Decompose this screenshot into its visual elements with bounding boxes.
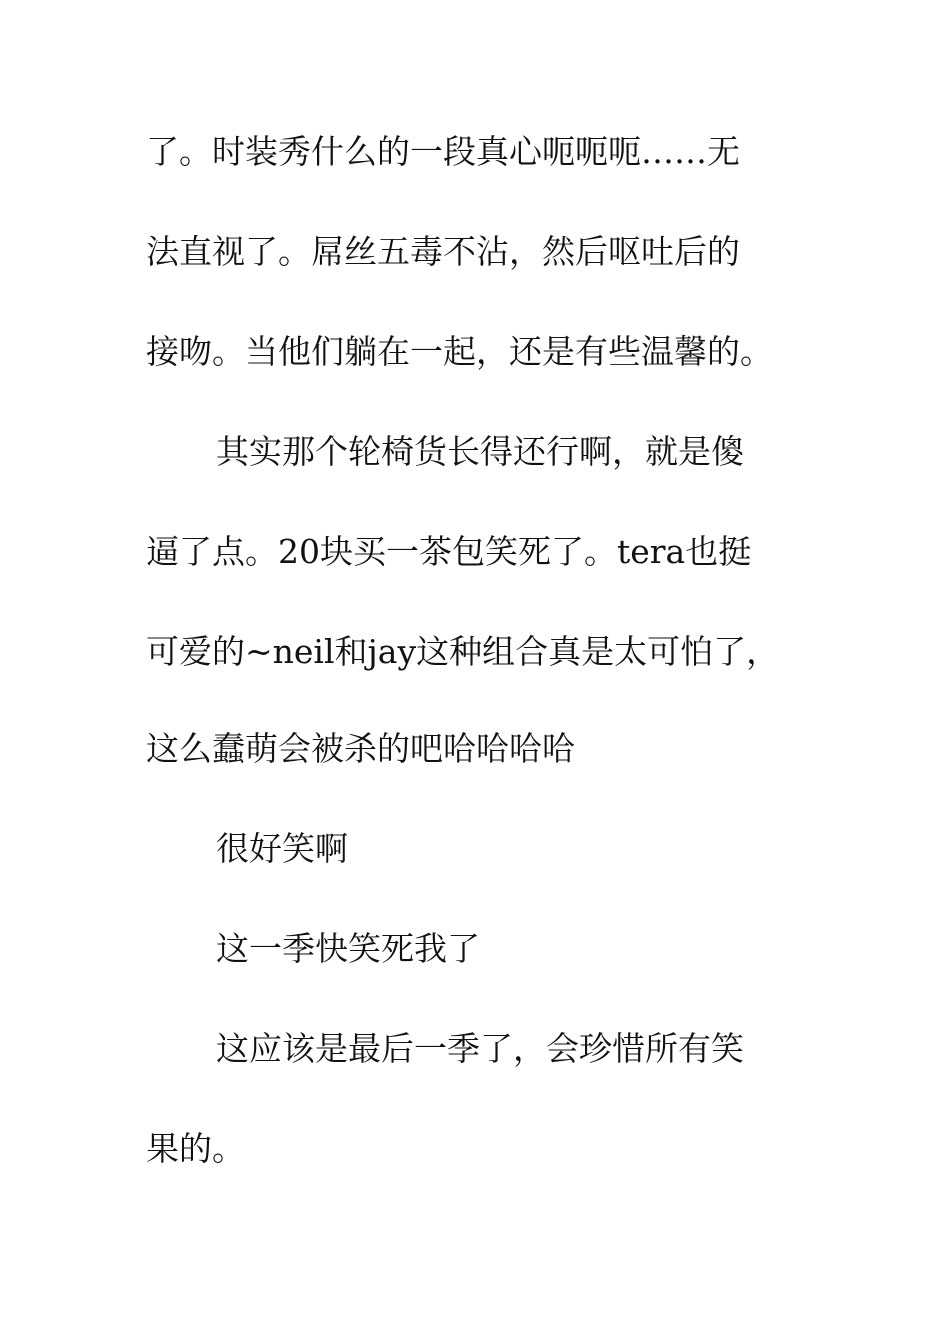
text-line: 逼了点。20块买一茶包笑死了。tera也挺 bbox=[146, 532, 752, 571]
text-line: 法直视了。屌丝五毒不沾，然后呕吐后的 bbox=[146, 232, 740, 271]
text-line: 接吻。当他们躺在一起，还是有些温馨的。 bbox=[146, 332, 773, 371]
text-line: 了。时装秀什么的一段真心呃呃呃……无 bbox=[146, 132, 740, 171]
text-line: 这么蠢萌会被杀的吧哈哈哈哈 bbox=[146, 729, 575, 768]
paragraph-start-line: 这一季快笑死我了 bbox=[216, 929, 480, 968]
paragraph-start-line: 其实那个轮椅货长得还行啊，就是傻 bbox=[216, 432, 744, 471]
text-line: 可爱的~neil和jay这种组合真是太可怕了， bbox=[146, 632, 780, 671]
paragraph-start-line: 这应该是最后一季了，会珍惜所有笑 bbox=[216, 1029, 744, 1068]
paragraph-start-line: 很好笑啊 bbox=[216, 829, 348, 868]
text-line: 果的。 bbox=[146, 1129, 245, 1168]
